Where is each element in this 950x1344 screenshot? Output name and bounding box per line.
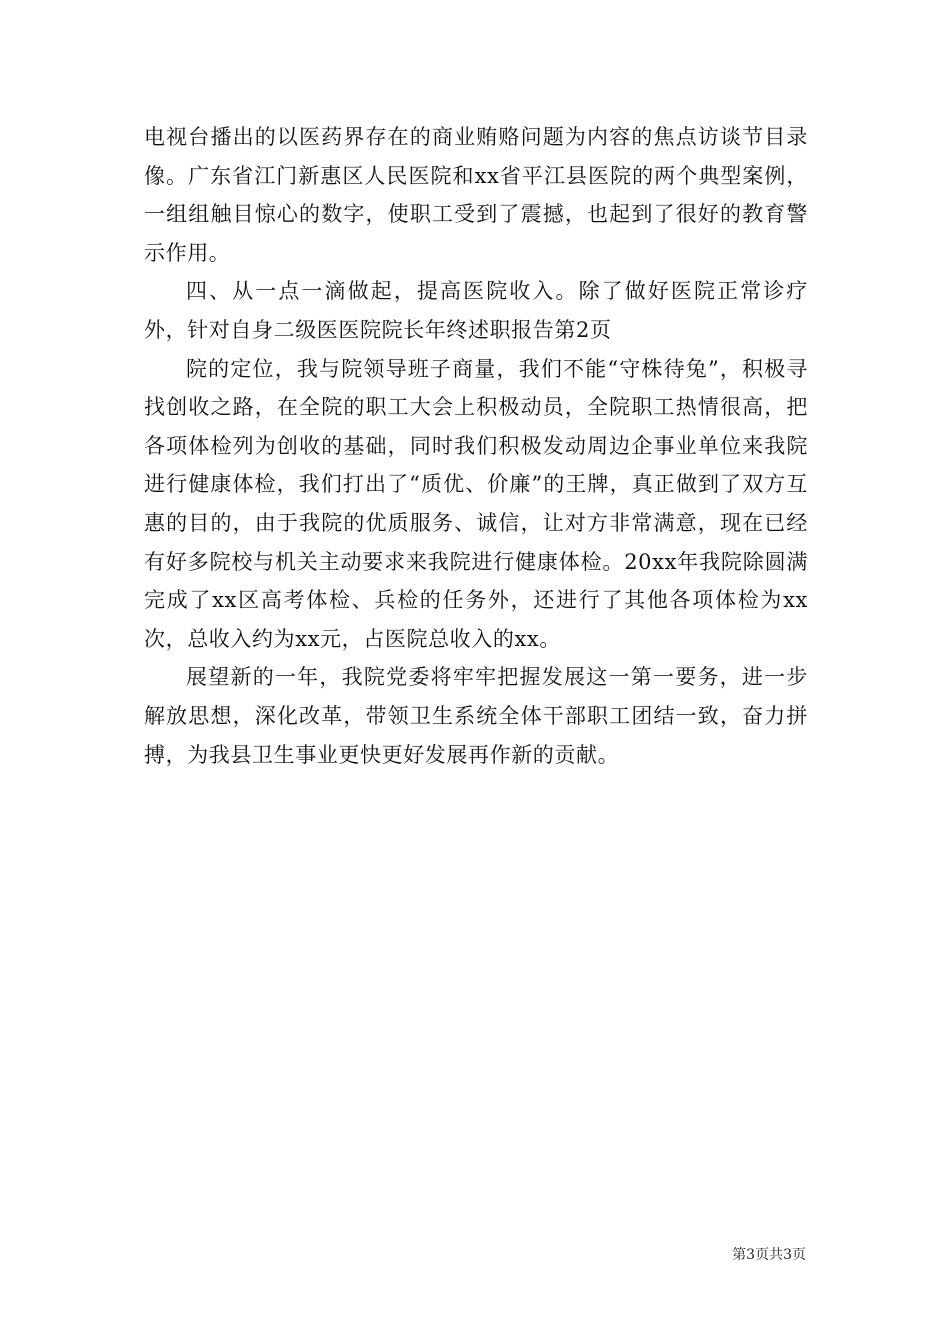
page-number-footer: 第3页共3页 xyxy=(732,1247,806,1263)
document-body xyxy=(144,118,808,774)
paragraph-4: 展望新的一年，我院党委将牢牢把握发展这一第一要务，进一步解放思想，深化改革，带领卫生系统全体干部职工团结一致，奋力拼搏，为我县卫生事业更快更好发展再作新的贡献。 xyxy=(144,665,808,767)
paragraph-3: 院的定位，我与院领导班子商量，我们不能“守株待兔”，积极寻找创收之路，在全院的职工大会上积极动员，全院职工热情很高，把各项体检列为创收的基础，同时我们积极发动周边企事业单位来我院进行健康体检，我们打出了“质优、价廉”的王牌，真正做到了双方互惠的目的，由于我院的优质服务、诚信，让对方非常满意，现在已经有好多院校与机关主动要求来我院进行健康体检。20xx年我院除圆满完成了xx区高考体检、兵检的任务外，还进行了其他各项体检为xx次，总收入约为xx元，占医院总收入的xx。 xyxy=(144,356,808,651)
paragraph-2: 四、从一点一滴做起，提高医院收入。除了做好医院正常诊疗外，针对自身二级医医院院长年终述职报告第2页 xyxy=(144,279,808,342)
paragraph-1: 电视台播出的以医药界存在的商业贿赂问题为内容的焦点访谈节目录像。广东省江门新惠区人民医院和xx省平江县医院的两个典型案例，一组组触目惊心的数字，使职工受到了震撼，也起到了很好的教育警示作用。 xyxy=(144,125,808,265)
